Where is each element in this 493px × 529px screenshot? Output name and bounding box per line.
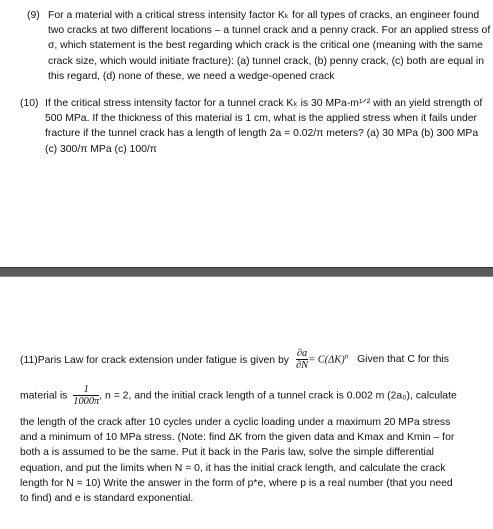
material-constant-line <box>20 384 480 408</box>
derivative-numerator: ∂a <box>296 348 308 359</box>
paris-law-intro: (11)Paris Law for crack extension under fatigue is given by <box>20 354 289 366</box>
material-prefix: material is <box>20 390 68 402</box>
q10-line: If the critical stress intensity factor for a tunnel crack Kₖ is 30 MPa-m¹ᐟ² with an yield strength of <box>45 98 483 109</box>
q9-line: For a material with a critical stress intensity factor Kₖ for all types of cracks, an engineer found <box>48 10 480 21</box>
q11-line: to find) and e is standard exponential. <box>20 493 194 505</box>
q9-line: σ, which statement is the best regarding which crack is the critical one (meaning with the same <box>48 40 483 52</box>
question-9 <box>27 8 490 84</box>
page-separator-bar <box>0 267 493 277</box>
question-9-text <box>48 8 490 84</box>
question-9-number: (9) <box>27 10 40 21</box>
q10-line: 500 MPa. If the thickness of this material is 1 cm, what is the applied stress when it fails under <box>45 113 477 125</box>
q11-line: equation, and put the limits when N = 0, it has the initial crack length, and calculate the crack <box>20 462 446 474</box>
q10-line: fracture if the tunnel crack has a length of length 2a = 0.02/π meters? (a) 30 MPa (b) 300 MPa <box>45 128 479 140</box>
question-10-text <box>45 96 482 157</box>
question-10-number: (10) <box>20 98 39 109</box>
c-denominator: 1000π <box>73 396 100 407</box>
q9-line: crack size, which would initiate fracture): (a) tunnel crack, (b) penny crack, (c) both are equal in <box>48 55 485 67</box>
q9-line: two cracks at two different locations – a tunnel crack and a penny crack. For an applied stress of <box>48 25 491 37</box>
c-numerator: 1 <box>73 384 99 396</box>
q11-line: both a is assumed to be the same. Put it back in the Paris law, solve the simple differential <box>20 447 434 459</box>
derivative-denominator: ∂N <box>295 360 309 371</box>
q11-line: the length of the crack after 10 cycles under a cyclic loading under a maximum 20 MPa stress <box>20 417 451 428</box>
paris-law-line <box>20 348 480 372</box>
question-10 <box>20 96 482 157</box>
paris-law-rhs: = C(ΔK) <box>308 354 345 366</box>
question-11-text <box>20 415 454 506</box>
paris-law-given: Given that C for this <box>357 354 449 366</box>
q10-line: (c) 300/π MPa (c) 100/π <box>45 143 157 155</box>
material-suffix: , n = 2, and the initial crack length of a tunnel crack is 0.002 m (2a₀), calculate <box>99 390 457 402</box>
q11-line: and a minimum of 10 MPa stress. (Note: find ΔK from the given data and Kmax and Kmin – for <box>20 432 455 444</box>
q9-line: this regard, (d) none of these, we need a wedge-opened crack <box>48 70 335 82</box>
paris-law-exponent: n <box>344 352 349 361</box>
constant-c-fraction <box>73 384 99 408</box>
paris-law-derivative <box>296 348 308 372</box>
q11-line: length for N = 10) Write the answer in the form of p*e, where p is a real number (that you need <box>20 477 453 489</box>
